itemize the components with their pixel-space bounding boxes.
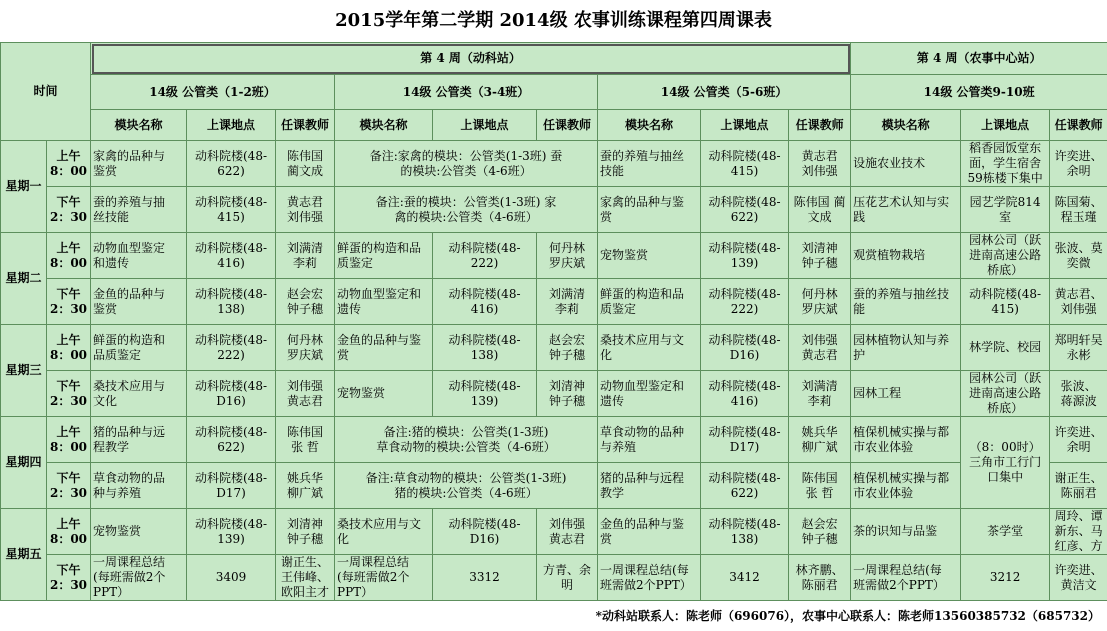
group4-location: 3212 <box>961 555 1050 601</box>
group-header-2: 14级 公管类（3-4班） <box>335 75 598 110</box>
group3-location: 动科院楼(48- 139) <box>701 233 789 279</box>
group4-module: 园林工程 <box>851 371 961 417</box>
time-slot: 上午 8：00 <box>47 233 91 279</box>
group3-module: 家禽的品种与鉴 赏 <box>598 187 701 233</box>
group2-teacher: 刘清神 钟子穗 <box>537 371 598 417</box>
group3-module: 动物血型鉴定和 遗传 <box>598 371 701 417</box>
group3-teacher: 刘清神 钟子穗 <box>789 233 851 279</box>
group1-module: 鲜蛋的构造和 品质鉴定 <box>91 325 187 371</box>
group4-location: 动科院楼(48- 415) <box>961 279 1050 325</box>
group4-teacher: 陈国菊、 程玉瑾 <box>1050 187 1107 233</box>
col-location: 上课地点 <box>187 110 276 141</box>
group1-module: 动物血型鉴定 和遗传 <box>91 233 187 279</box>
table-row <box>1 371 1107 417</box>
group-header-1: 14级 公管类（1-2班） <box>91 75 335 110</box>
group1-teacher: 刘伟强 黄志君 <box>276 371 335 417</box>
group3-location: 动科院楼(48- 138) <box>701 509 789 555</box>
day-label: 星期三 <box>1 325 47 417</box>
group4-teacher: 郑明轩吴 永彬 <box>1050 325 1107 371</box>
group2-location: 动科院楼(48-D16) <box>433 509 537 555</box>
group3-module: 鲜蛋的构造和品 质鉴定 <box>598 279 701 325</box>
group3-location: 动科院楼(48- 222) <box>701 279 789 325</box>
week-header-farm-center: 第 4 周（农事中心站） <box>851 43 1107 75</box>
group2-location: 动科院楼(48-138) <box>433 325 537 371</box>
group1-module: 家禽的品种与 鉴赏 <box>91 141 187 187</box>
group4-location: 茶学堂 <box>961 509 1050 555</box>
group1-location: 动科院楼(48- 138) <box>187 279 276 325</box>
group4-teacher: 黄志君、 刘伟强 <box>1050 279 1107 325</box>
group1-teacher: 黄志君 刘伟强 <box>276 187 335 233</box>
group1-module: 桑技术应用与 文化 <box>91 371 187 417</box>
time-slot: 下午 2：30 <box>47 279 91 325</box>
remark-note: 备注:猪的模块：公管类(1-3班) 草食动物的模块:公管类（4-6班） <box>335 417 598 463</box>
group1-location: 动科院楼(48- 415) <box>187 187 276 233</box>
col-location: 上课地点 <box>433 110 537 141</box>
contact-footer: *动科站联系人：陈老师（696076），农事中心联系人：陈老师13560385732（685732） <box>595 609 1100 623</box>
schedule-table <box>0 42 1107 601</box>
table-row <box>1 509 1107 555</box>
group3-location: 动科院楼(48- D16) <box>701 325 789 371</box>
table-row <box>1 325 1107 371</box>
day-label: 星期一 <box>1 141 47 233</box>
group3-module: 一周课程总结(每 班需做2个PPT） <box>598 555 701 601</box>
group2-teacher: 何丹林 罗庆斌 <box>537 233 598 279</box>
table-row <box>1 417 1107 463</box>
col-teacher: 任课教师 <box>537 110 598 141</box>
group1-module: 宠物鉴赏 <box>91 509 187 555</box>
group1-location: 动科院楼(48- D16) <box>187 371 276 417</box>
table-row <box>1 141 1107 187</box>
group1-location: 动科院楼(48- 222) <box>187 325 276 371</box>
week-header-animal-station: 第 4 周（动科站） <box>91 43 851 75</box>
col-teacher: 任课教师 <box>276 110 335 141</box>
group1-teacher: 何丹林 罗庆斌 <box>276 325 335 371</box>
group2-module: 鲜蛋的构造和品 质鉴定 <box>335 233 433 279</box>
group-header-4: 14级 公管类9-10班 <box>851 75 1107 110</box>
group1-location: 动科院楼(48- 622) <box>187 417 276 463</box>
group1-teacher: 刘清神 钟子穗 <box>276 509 335 555</box>
group4-module: 观赏植物栽培 <box>851 233 961 279</box>
group1-location: 动科院楼(48- 139) <box>187 509 276 555</box>
group3-location: 动科院楼(48- 415) <box>701 141 789 187</box>
time-slot: 上午 8：00 <box>47 417 91 463</box>
group3-location: 3412 <box>701 555 789 601</box>
group3-module: 蚕的养殖与抽丝 技能 <box>598 141 701 187</box>
group4-module: 植保机械实操与都 市农业体验 <box>851 463 961 509</box>
group4-location: 园林公司（跃 进南高速公路 桥底） <box>961 233 1050 279</box>
group4-teacher: 许奕进、 余明 <box>1050 141 1107 187</box>
group3-teacher: 刘伟强 黄志君 <box>789 325 851 371</box>
group3-module: 草食动物的品种 与养殖 <box>598 417 701 463</box>
group3-module: 桑技术应用与文 化 <box>598 325 701 371</box>
group4-teacher: 许奕进、 黄洁文 <box>1050 555 1107 601</box>
group4-teacher: 许奕进、 余明 <box>1050 417 1107 463</box>
group2-location: 动科院楼(48-416) <box>433 279 537 325</box>
table-row <box>1 233 1107 279</box>
group4-module: 设施农业技术 <box>851 141 961 187</box>
group1-teacher: 刘满清 李莉 <box>276 233 335 279</box>
col-module-name: 模块名称 <box>335 110 433 141</box>
group1-location: 动科院楼(48- 622) <box>187 141 276 187</box>
day-label: 星期四 <box>1 417 47 509</box>
col-teacher: 任课教师 <box>1050 110 1107 141</box>
group3-teacher: 林齐鹏、 陈丽君 <box>789 555 851 601</box>
group4-module: 园林植物认知与养 护 <box>851 325 961 371</box>
group3-module: 宠物鉴赏 <box>598 233 701 279</box>
group4-location: 稻香园饭堂东 面，学生宿舍 59栋楼下集中 <box>961 141 1050 187</box>
time-slot: 下午 2：30 <box>47 371 91 417</box>
group3-teacher: 姚兵华 柳广斌 <box>789 417 851 463</box>
time-slot: 下午 2：30 <box>47 187 91 233</box>
group4-teacher: 谢正生、 陈丽君 <box>1050 463 1107 509</box>
group2-teacher: 刘满清 李莉 <box>537 279 598 325</box>
group1-teacher: 赵会宏 钟子穗 <box>276 279 335 325</box>
group4-location: （8：00时） 三角市工行门 口集中 <box>961 417 1050 509</box>
day-label: 星期二 <box>1 233 47 325</box>
group3-location: 动科院楼(48- 416) <box>701 371 789 417</box>
time-header: 时间 <box>1 43 91 141</box>
group3-teacher: 赵会宏 钟子穗 <box>789 509 851 555</box>
remark-note: 备注:蚕的模块：公管类(1-3班) 家 禽的模块:公管类（4-6班） <box>335 187 598 233</box>
group4-teacher: 周玲、谭 新东、马 红彦、方 <box>1050 509 1107 555</box>
col-teacher: 任课教师 <box>789 110 851 141</box>
group1-teacher: 陈伟国 张 哲 <box>276 417 335 463</box>
table-row <box>1 187 1107 233</box>
group2-teacher: 赵会宏 钟子穗 <box>537 325 598 371</box>
group1-module: 猪的品种与远 程教学 <box>91 417 187 463</box>
group2-module: 桑技术应用与文 化 <box>335 509 433 555</box>
col-module-name: 模块名称 <box>91 110 187 141</box>
group3-teacher: 陈伟国 张 哲 <box>789 463 851 509</box>
remark-note: 备注:家禽的模块：公管类(1-3班) 蚕 的模块:公管类（4-6班） <box>335 141 598 187</box>
time-slot: 上午 8：00 <box>47 141 91 187</box>
table-row <box>1 463 1107 509</box>
group4-location: 林学院、校园 <box>961 325 1050 371</box>
group3-teacher: 刘满清 李莉 <box>789 371 851 417</box>
group2-location: 动科院楼(48-139) <box>433 371 537 417</box>
group1-location: 3409 <box>187 555 276 601</box>
group4-module: 茶的识知与品鉴 <box>851 509 961 555</box>
group2-module: 金鱼的品种与鉴 赏 <box>335 325 433 371</box>
day-label: 星期五 <box>1 509 47 601</box>
group4-module: 植保机械实操与都 市农业体验 <box>851 417 961 463</box>
group2-teacher: 方青、余 明 <box>537 555 598 601</box>
group2-module: 一周课程总结 (每班需做2个 PPT） <box>335 555 433 601</box>
group3-module: 金鱼的品种与鉴 赏 <box>598 509 701 555</box>
group3-location: 动科院楼(48- 622) <box>701 463 789 509</box>
group1-teacher: 姚兵华 柳广斌 <box>276 463 335 509</box>
col-location: 上课地点 <box>961 110 1050 141</box>
group3-teacher: 黄志君 刘伟强 <box>789 141 851 187</box>
table-row <box>1 555 1107 601</box>
group1-module: 一周课程总结 (每班需做2个 PPT） <box>91 555 187 601</box>
group4-teacher: 张波、莫 奕微 <box>1050 233 1107 279</box>
group2-location: 动科院楼(48-222) <box>433 233 537 279</box>
remark-note: 备注:草食动物的模块：公管类(1-3班) 猪的模块:公管类（4-6班） <box>335 463 598 509</box>
group4-module: 蚕的养殖与抽丝技 能 <box>851 279 961 325</box>
group4-location: 园艺学院814 室 <box>961 187 1050 233</box>
time-slot: 下午 2：30 <box>47 463 91 509</box>
col-location: 上课地点 <box>701 110 789 141</box>
group3-location: 动科院楼(48- D17) <box>701 417 789 463</box>
group3-module: 猪的品种与远程 教学 <box>598 463 701 509</box>
group1-teacher: 谢正生、 王伟峰、 欧阳主才 <box>276 555 335 601</box>
group3-teacher: 何丹林 罗庆斌 <box>789 279 851 325</box>
group4-location: 园林公司（跃 进南高速公路 桥底） <box>961 371 1050 417</box>
time-slot: 下午 2：30 <box>47 555 91 601</box>
group4-module: 一周课程总结(每 班需做2个PPT） <box>851 555 961 601</box>
group4-module: 压花艺术认知与实 践 <box>851 187 961 233</box>
group2-teacher: 刘伟强 黄志君 <box>537 509 598 555</box>
page-title: 2015学年第二学期 2014级 农事训练课程第四周课表 <box>335 10 772 31</box>
table-row <box>1 279 1107 325</box>
group1-module: 蚕的养殖与抽 丝技能 <box>91 187 187 233</box>
group3-location: 动科院楼(48- 622) <box>701 187 789 233</box>
group2-module: 动物血型鉴定和 遗传 <box>335 279 433 325</box>
group1-module: 金鱼的品种与 鉴赏 <box>91 279 187 325</box>
time-slot: 上午 8：00 <box>47 509 91 555</box>
group1-location: 动科院楼(48- 416) <box>187 233 276 279</box>
group1-module: 草食动物的品 种与养殖 <box>91 463 187 509</box>
group4-teacher: 张波、 蒋源波 <box>1050 371 1107 417</box>
group1-teacher: 陈伟国 蔺文成 <box>276 141 335 187</box>
group-header-3: 14级 公管类（5-6班） <box>598 75 851 110</box>
group2-module: 宠物鉴赏 <box>335 371 433 417</box>
col-module-name: 模块名称 <box>598 110 701 141</box>
time-slot: 上午 8：00 <box>47 325 91 371</box>
group1-location: 动科院楼(48- D17) <box>187 463 276 509</box>
col-module-name: 模块名称 <box>851 110 961 141</box>
group3-teacher: 陈伟国 蔺 文成 <box>789 187 851 233</box>
group2-location: 3312 <box>433 555 537 601</box>
